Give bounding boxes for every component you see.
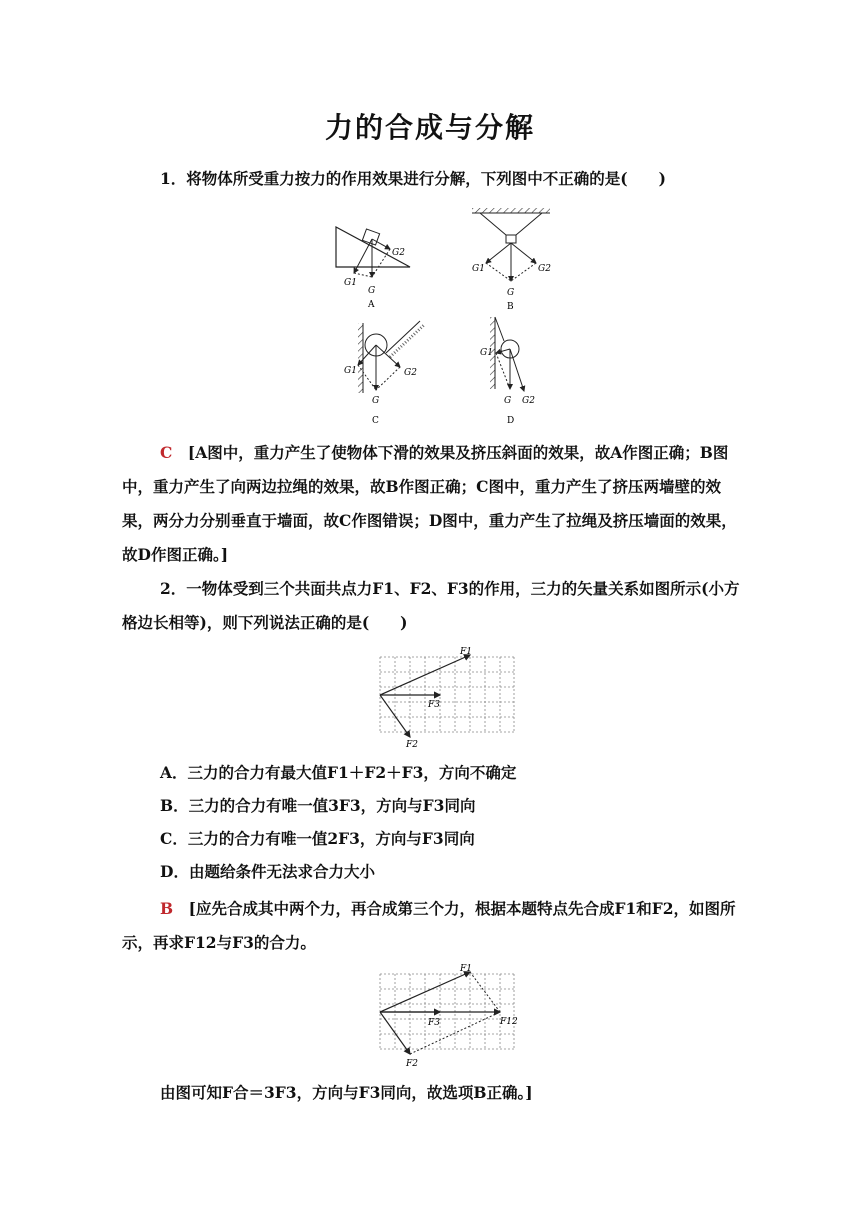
question-2-solution — [122, 892, 742, 960]
label-a: A — [368, 300, 375, 310]
label-b-g1: G1 — [472, 264, 485, 274]
label-f3: F3 — [428, 700, 440, 710]
question-1-stem: 1．将物体所受重力按力的作用效果进行分解，下列图中不正确的是( ) — [160, 169, 666, 188]
label-d: D — [507, 416, 515, 426]
diagram-c — [344, 321, 424, 426]
label-b-g2: G2 — [538, 264, 551, 274]
label-f3-solution: F3 — [428, 1018, 440, 1028]
label-c: C — [372, 416, 379, 426]
label-f1: F1 — [460, 647, 472, 657]
question-1-answer: C — [160, 443, 173, 462]
figure-vector-grid-solution — [372, 962, 522, 1070]
question-2-conclusion: 由图可知F合＝3F3，方向与F3同向，故选项B正确。] — [160, 1083, 533, 1102]
label-f12: F12 — [500, 1017, 518, 1027]
question-2-stem: 2．一物体受到三个共面共点力F1、F2、F3的作用，三力的矢量关系如图所示(小方格边长相等)，则下列说法正确的是( ) — [122, 579, 740, 632]
diagram-a — [336, 227, 410, 310]
label-f2-solution: F2 — [406, 1059, 418, 1069]
label-f2: F2 — [406, 740, 418, 750]
label-c-g2: G2 — [404, 368, 417, 378]
question-1-explanation: [A图中，重力产生了使物体下滑的效果及挤压斜面的效果，故A作图正确；B图中，重力产生了向两边拉绳的效果，故B作图正确；C图中，重力产生了挤压两墙壁的效果，两分力分别垂直于墙面，故C作图错误；D图中，重力产生了拉绳及挤压墙面的效果，故D作图正确。] — [122, 443, 737, 564]
label-a-g1: G1 — [344, 278, 357, 288]
figure-vector-grid — [372, 645, 522, 750]
option-b[interactable]: B．三力的合力有唯一值3F3，方向与F3同向 — [160, 796, 476, 815]
question-2-explanation: [应先合成其中两个力，再合成第三个力，根据本题特点先合成F1和F2，如图所示，再求F12与F3的合力。 — [122, 899, 736, 952]
diagram-d — [480, 317, 535, 426]
label-c-g1: G1 — [344, 366, 357, 376]
option-d[interactable]: D．由题给条件无法求合力大小 — [160, 862, 375, 881]
label-c-g: G — [372, 396, 380, 406]
page-title: 力的合成与分解 — [324, 111, 535, 144]
label-a-g2: G2 — [392, 248, 405, 258]
label-b-g: G — [507, 288, 515, 298]
label-b: B — [507, 302, 514, 312]
question-1-solution — [122, 436, 742, 572]
label-d-g2: G2 — [522, 396, 535, 406]
option-c[interactable]: C．三力的合力有唯一值2F3，方向与F3同向 — [160, 829, 475, 848]
label-d-g1: G1 — [480, 348, 493, 358]
label-f1-solution: F1 — [460, 964, 472, 974]
figure-force-decomposition — [320, 205, 560, 430]
label-a-g: G — [368, 286, 376, 296]
question-2-answer: B — [160, 899, 174, 918]
diagram-b — [472, 208, 551, 312]
option-a[interactable]: A．三力的合力有最大值F1＋F2＋F3，方向不确定 — [160, 763, 517, 782]
label-d-g: G — [504, 396, 512, 406]
